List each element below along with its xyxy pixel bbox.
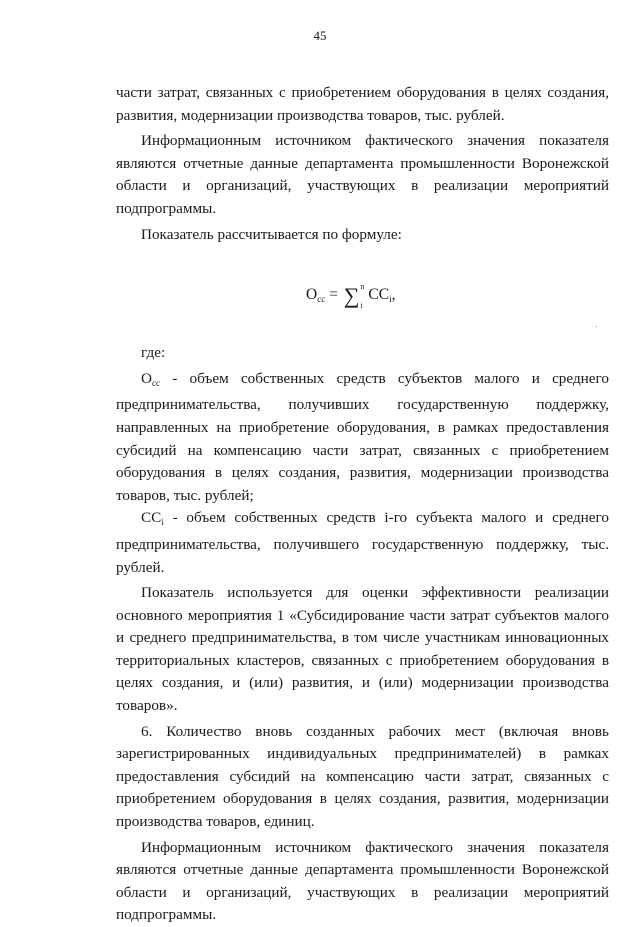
formula-term-subscript: i [389, 294, 392, 305]
formula-equals: = [329, 286, 338, 304]
formula-tail: , [391, 286, 396, 304]
sigma-symbol: ∑ [343, 283, 360, 309]
paragraph-formula-intro: Показатель рассчитывается по формуле: [141, 225, 402, 243]
document-body [116, 82, 609, 927]
sum-lower-limit: i [360, 301, 363, 311]
formula-lhs-subscript: сс [317, 294, 326, 305]
paragraph-information-source: Информационным источником фактического значения показателя являются отчетные данные департамента промышленности Воронежской области и организаций, участвующих в реализации мероприятий подпрограммы. [116, 132, 609, 217]
sum-upper-limit: n [360, 282, 365, 292]
paragraph-continuation: части затрат, связанных с приобретением оборудования в целях создания, развития, модернизации производства товаров, тыс. рублей. [116, 84, 609, 124]
paragraph-information-source-2: Информационным источником фактического значения показателя являются отчетные данные департамента промышленности Воронежской области и организаций, участвующих в реализации мероприятий подпрограммы. [116, 838, 609, 924]
formula [116, 250, 609, 342]
definition-occ-subscript: сс [151, 377, 160, 388]
formula-term: СС [368, 286, 390, 304]
definition-occ-symbol: О [141, 369, 152, 387]
definition-occ [116, 368, 609, 508]
definition-cci-subscript: i [161, 517, 164, 528]
definition-cci-text: - объем собственных средств i-го субъекта малого и среднего предпринимательства, получившего государственную поддержку, тыс. рублей. [116, 509, 609, 576]
page-number: 45 [313, 28, 327, 43]
scan-speck [596, 326, 597, 327]
definition-cci [116, 507, 609, 579]
sum-limits [360, 282, 368, 311]
paragraph-item-6: 6. Количество вновь созданных рабочих мест (включая вновь зарегистрированных индивидуальных предпринимателей) в рамках предоставления субсидий на компенсацию части затрат, связанных с приобретением оборудования в целях создания, развития, модернизации производства товаров, единиц. [116, 722, 609, 831]
definition-cci-symbol: СС [141, 509, 162, 527]
formula-expression [306, 284, 395, 311]
paragraph-indicator-usage: Показатель используется для оценки эффективности реализации основного мероприятия 1 «Субсидирование части затрат субъектов малого и среднего предпринимательства, в том числе участникам инновационных территориальных кластеров, связанных с приобретением оборудования в целях создания, и (или) развития, и (или) модернизации производства товаров». [116, 584, 609, 715]
paragraph-where: где: [141, 344, 166, 362]
formula-lhs: О [306, 286, 318, 304]
definition-occ-text: - объем собственных средств субъектов малого и среднего предпринимательства, получивших государственную поддержку, направленных на приобретение оборудования, в рамках предоставления субсидий на компенсацию части затрат, связанных с приобретением оборудования в целях создания, развития, модернизации производства товаров, тыс. рублей; [116, 369, 609, 504]
